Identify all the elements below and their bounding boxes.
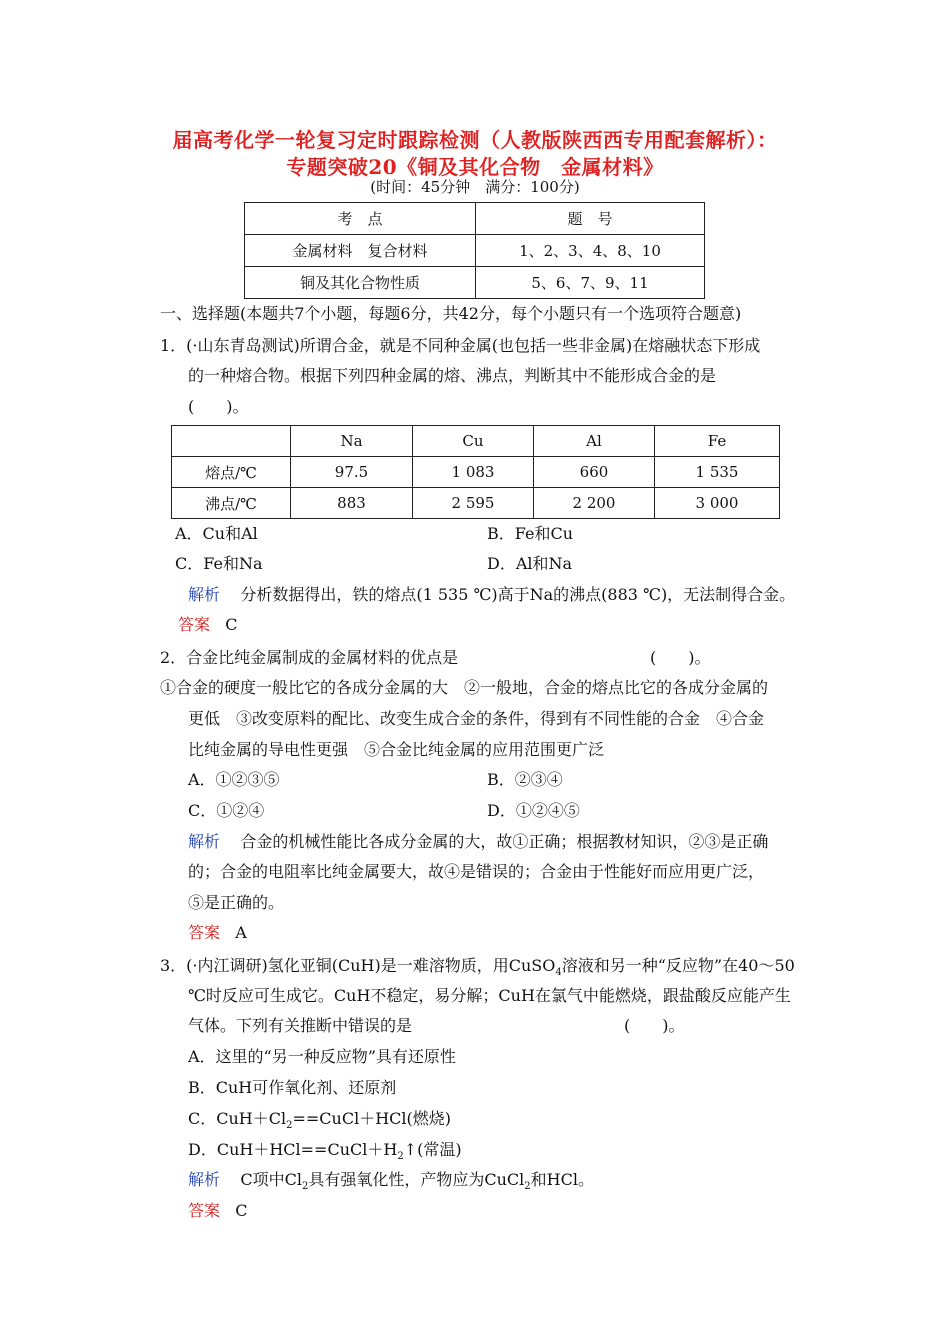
answer-label: 答案	[188, 923, 221, 942]
answer-label: 答案	[178, 615, 211, 634]
answer-value: A	[235, 923, 247, 942]
q1-option-d: D．Al和Na	[487, 554, 573, 573]
subscript: 2	[286, 1120, 293, 1132]
doc-title-line1: 届高考化学一轮复习定时跟踪检测（人教版陕西西专用配套解析）：	[172, 128, 778, 152]
q3-stem-line2: ℃时反应可生成它。CuH不稳定，易分解；CuH在氯气中能燃烧，跟盐酸反应能产生	[188, 986, 791, 1005]
answer-value: C	[235, 1201, 248, 1220]
q3-option-c	[188, 1106, 451, 1131]
analysis-label: 解析	[188, 1170, 221, 1189]
q1-table-cell: 97.5	[291, 457, 413, 488]
q1-table-cell: 883	[291, 488, 413, 519]
q3-analysis	[188, 1167, 594, 1192]
q2-option-b: B．②③④	[487, 770, 563, 789]
q2-analysis-line1	[188, 829, 768, 852]
analysis-text: 分析数据得出，铁的熔点(1 535 ℃)高于Na的沸点(883 ℃)，无法制得合金。	[240, 585, 796, 604]
q2-items-line2: 更低 ③改变原料的配比、改变生成合金的条件，得到有不同性能的合金 ④合金	[188, 709, 765, 728]
q2-option-a: A．①②③⑤	[188, 770, 280, 789]
q3-option-a: A．这里的“另一种反应物”具有还原性	[188, 1047, 456, 1066]
q2-items-line1: ①合金的硬度一般比它的各成分金属的大 ②一般地，合金的熔点比它的各成分金属的	[160, 678, 769, 697]
q2-answer	[188, 920, 247, 943]
q1-table-row-label: 熔点/℃	[172, 457, 291, 488]
q3-bracket: ( )。	[624, 1016, 685, 1035]
q1-table-cell: 1 535	[655, 457, 780, 488]
q2-option-c: C．①②④	[188, 801, 265, 820]
q1-option-c: C．Fe和Na	[175, 554, 263, 573]
q1-stem-line1: 1．(·山东青岛测试)所谓合金，就是不同种金属(也包括一些非金属)在熔融状态下形成	[160, 336, 761, 355]
q1-table-cell: 3 000	[655, 488, 780, 519]
q3-text: D．CuH＋HCl==CuCl＋H	[188, 1140, 398, 1159]
q2-items-line3: 比纯金属的导电性更强 ⑤合金比纯金属的应用范围更广泛	[188, 740, 605, 759]
q3-option-d	[188, 1137, 462, 1162]
analysis-text: 具有强氧化性，产物应为CuCl	[308, 1170, 525, 1189]
topic-table	[244, 202, 705, 299]
q3-text: 溶液和另一种“反应物”在40～50	[561, 956, 795, 975]
q1-answer	[178, 612, 238, 635]
q1-table-cell: 1 083	[413, 457, 534, 488]
q1-table-header: Al	[534, 426, 655, 457]
doc-subtitle: (时间：45分钟 满分：100分)	[370, 178, 580, 196]
answer-label: 答案	[188, 1201, 221, 1220]
subscript: 2	[397, 1151, 404, 1163]
q1-stem-line3: ( )。	[188, 397, 249, 416]
topic-table-cell: 5、6、7、9、11	[476, 267, 705, 299]
q2-option-d: D．①②④⑤	[487, 801, 580, 820]
topic-table-header-number: 题 号	[476, 203, 705, 235]
q1-table-cell: 2 200	[534, 488, 655, 519]
q3-stem-line3: 气体。下列有关推断中错误的是	[188, 1016, 413, 1035]
analysis-label: 解析	[188, 585, 221, 604]
q1-table-header: Na	[291, 426, 413, 457]
q3-text: ↑(常温)	[403, 1140, 462, 1159]
analysis-text: C项中Cl	[240, 1170, 302, 1189]
doc-title-line2: 专题突破20《铜及其化合物 金属材料》	[286, 155, 664, 179]
subscript: 2	[301, 1181, 309, 1193]
q1-table-cell: 2 595	[413, 488, 534, 519]
q1-table-cell: 660	[534, 457, 655, 488]
q1-table-header: Fe	[655, 426, 780, 457]
q3-text: ==CuCl＋HCl(燃烧)	[292, 1109, 452, 1128]
q3-stem-line1	[160, 953, 795, 978]
topic-table-cell: 1、2、3、4、8、10	[476, 235, 705, 267]
q1-option-a: A．Cu和Al	[175, 524, 258, 543]
subscript: 4	[555, 967, 562, 979]
topic-table-header-topic: 考 点	[245, 203, 476, 235]
q2-analysis-line2: 的；合金的电阻率比纯金属要大，故④是错误的；合金由于性能好而应用更广泛，	[188, 862, 765, 881]
q3-answer	[188, 1198, 248, 1221]
q1-table-header: Cu	[413, 426, 534, 457]
q2-analysis-line3: ⑤是正确的。	[188, 893, 285, 912]
q1-table-corner	[172, 426, 291, 457]
answer-value: C	[225, 615, 238, 634]
q1-analysis	[188, 582, 795, 605]
q1-stem-line2: 的一种熔合物。根据下列四种金属的熔、沸点，判断其中不能形成合金的是	[188, 366, 717, 385]
q1-option-b: B．Fe和Cu	[487, 524, 574, 543]
q2-bracket: ( )。	[650, 648, 711, 667]
section-heading: 一、选择题(本题共7个小题，每题6分，共42分，每个小题只有一个选项符合题意)	[160, 304, 742, 323]
q1-table-row-label: 沸点/℃	[172, 488, 291, 519]
q3-option-b: B．CuH可作氧化剂、还原剂	[188, 1078, 397, 1097]
subscript: 2	[524, 1181, 531, 1193]
analysis-label: 解析	[188, 832, 221, 851]
analysis-text: 和HCl。	[530, 1170, 594, 1189]
analysis-text: 合金的机械性能比各成分金属的大，故①正确；根据教材知识，②③是正确	[240, 832, 769, 851]
topic-table-cell: 金属材料 复合材料	[245, 235, 476, 267]
q1-data-table	[171, 425, 780, 519]
q3-text: 3．(·内江调研)氢化亚铜(CuH)是一难溶物质，用CuSO	[160, 956, 556, 975]
q2-stem: 2．合金比纯金属制成的金属材料的优点是	[160, 648, 459, 667]
q3-text: C．CuH＋Cl	[188, 1109, 287, 1128]
topic-table-cell: 铜及其化合物性质	[245, 267, 476, 299]
